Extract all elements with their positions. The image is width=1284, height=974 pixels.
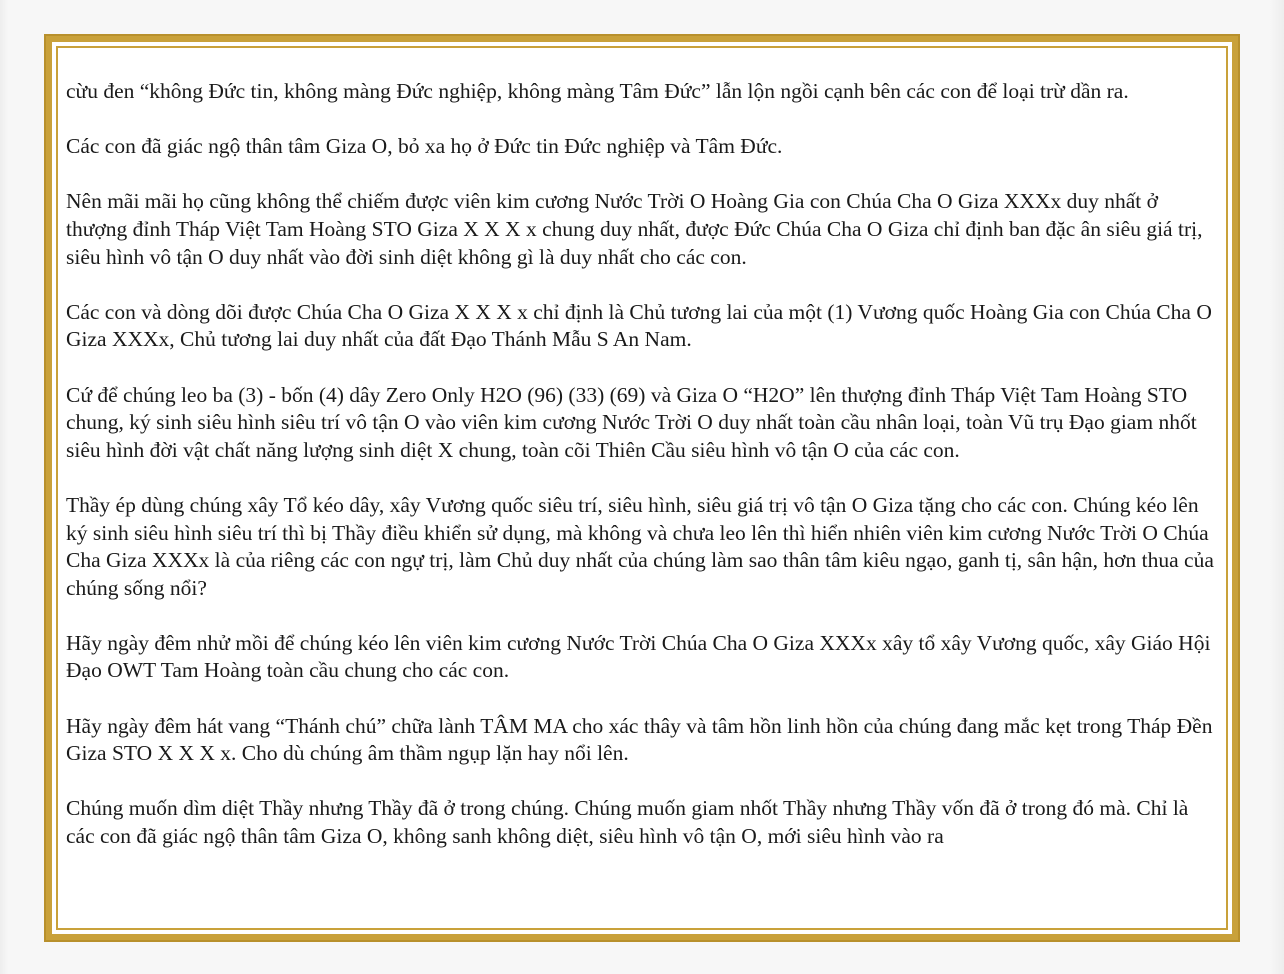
paragraph: Hãy ngày đêm hát vang “Thánh chú” chữa lành TÂM MA cho xác thây và tâm hồn linh hồn của chúng đang mắc kẹt trong Tháp Đền Giza STO X X X x. Cho dù chúng âm thầm ngụp lặn hay nổi lên. (66, 713, 1213, 766)
document-body (66, 78, 1220, 851)
document-page (56, 46, 1228, 930)
paragraph: Cứ để chúng leo ba (3) - bốn (4) dây Zero Only H2O (96) (33) (69) và Giza O “H2O” lên thượng đỉnh Tháp Việt Tam Hoàng STO chung, ký sinh siêu hình siêu trí vô tận O vào viên kim cương Nước Trời O duy nhất toàn cầu nhân loại, toàn Vũ trụ Đạo giam nhốt siêu hình đời vật chất năng lượng sinh diệt X chung, toàn cõi Thiên Cầu siêu hình vô tận O của các con. (66, 382, 1197, 462)
paragraph: Hãy ngày đêm nhử mồi để chúng kéo lên viên kim cương Nước Trời Chúa Cha O Giza XXXx xây tổ xây Vương quốc, xây Giáo Hội Đạo OWT Tam Hoàng toàn cầu chung cho các con. (66, 630, 1211, 683)
paragraph: Các con và dòng dõi được Chúa Cha O Giza X X X x chỉ định là Chủ tương lai của một (1) Vương quốc Hoàng Gia con Chúa Cha O Giza XXXx, Chủ tương lai duy nhất của đất Đạo Thánh Mẫu S An Nam. (66, 299, 1212, 352)
paragraph: Các con đã giác ngộ thân tâm Giza O, bỏ xa họ ở Đức tin Đức nghiệp và Tâm Đức. (66, 134, 783, 159)
paragraph: Nên mãi mãi họ cũng không thể chiếm được viên kim cương Nước Trời O Hoàng Gia con Chúa Cha O Giza XXXx duy nhất ở thượng đỉnh Tháp Việt Tam Hoàng STO Giza X X X x chung duy nhất, được Đức Chúa Cha O Giza chỉ định ban đặc ân siêu giá trị, siêu hình vô tận O duy nhất vào đời sinh diệt không gì là duy nhất cho các con. (66, 189, 1203, 269)
paragraph: cừu đen “không Đức tin, không màng Đức nghiệp, không màng Tâm Đức” lẫn lộn ngồi cạnh bên các con để loại trừ dần ra. (66, 79, 1129, 103)
frame-gap (52, 42, 1232, 934)
document-frame (44, 34, 1240, 942)
paragraph: Chúng muốn dìm diệt Thầy nhưng Thầy đã ở trong chúng. Chúng muốn giam nhốt Thầy nhưng Thầy vốn đã ở trong đó mà. Chỉ là các con đã giác ngộ thân tâm Giza O, không sanh không diệt, siêu hình vô tận O, mới siêu hình vào ra (66, 796, 1189, 849)
paragraph: Thầy ép dùng chúng xây Tổ kéo dây, xây Vương quốc siêu trí, siêu hình, siêu giá trị vô tận O Giza tặng cho các con. Chúng kéo lên ký sinh siêu hình siêu trí thì bị Thầy điều khiển sử dụng, mà không và chưa leo lên thì hiển nhiên viên kim cương Nước Trời O Chúa Cha Giza XXXx là của riêng các con ngự trị, làm Chủ duy nhất của chúng làm sao thân tâm kiêu ngạo, ganh tị, sân hận, hơn thua của chúng sống nổi? (66, 492, 1214, 600)
